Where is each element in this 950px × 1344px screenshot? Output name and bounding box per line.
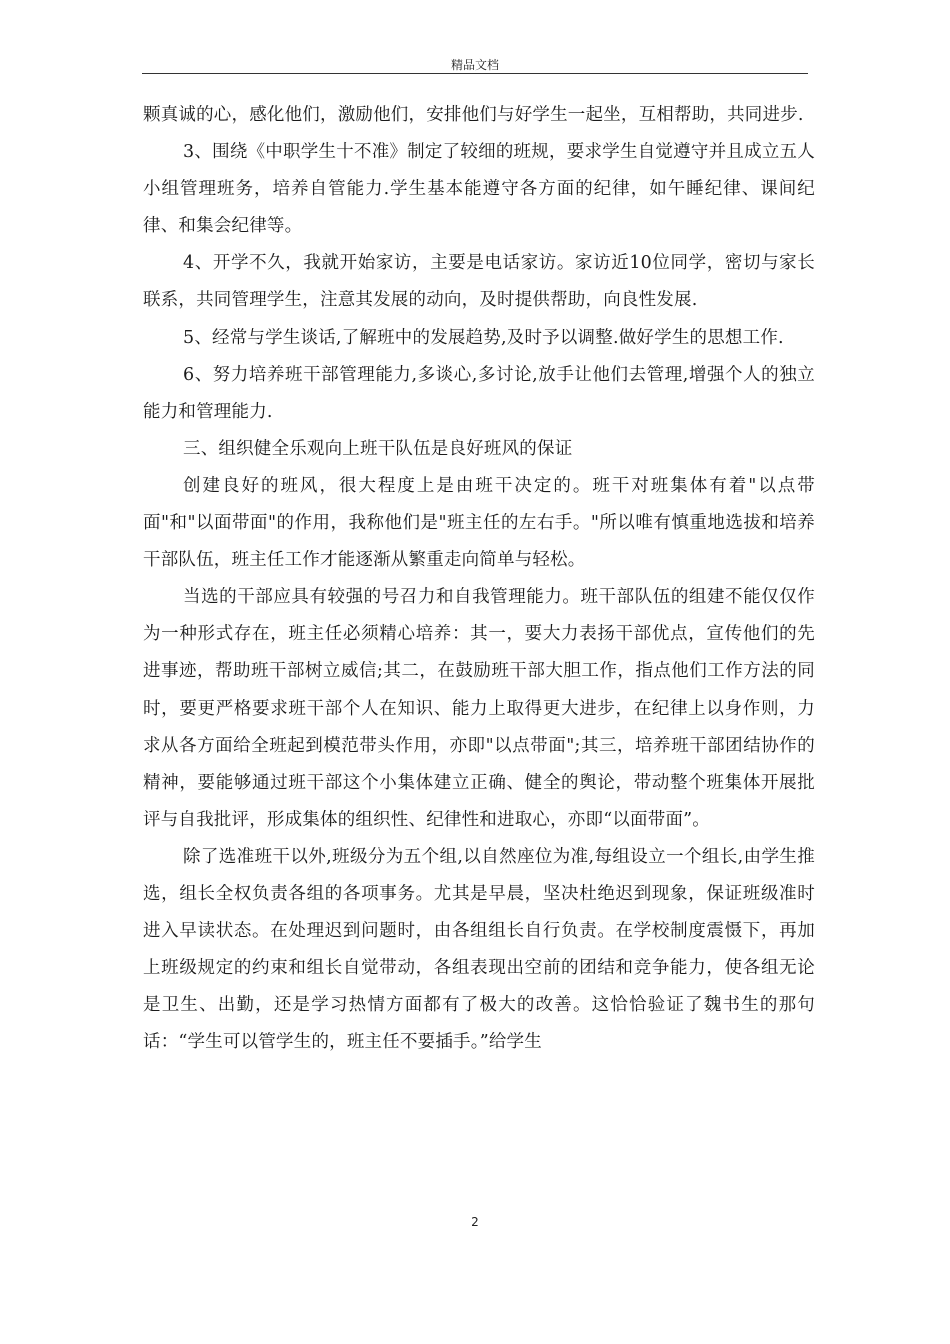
section-heading: 三、组织健全乐观向上班干队伍是良好班风的保证 bbox=[183, 438, 573, 459]
paragraph: 3、围绕《中职学生十不准》制定了较细的班规，要求学生自觉遵守并且成立五人小组管理班务，培养自管能力.学生基本能遵守各方面的纪律，如午睡纪律、课间纪律、和集会纪律等。 bbox=[143, 142, 815, 237]
paragraph: 创建良好的班风，很大程度上是由班干决定的。班干对班集体有着"以点带面"和"以面带面"的作用，我称他们是"班主任的左右手。"所以唯有慎重地选拔和培养干部队伍，班主任工作才能逐渐从繁重走向简单与轻松。 bbox=[143, 475, 815, 571]
paragraph: 当选的干部应具有较强的号召力和自我管理能力。班干部队伍的组建不能仅仅作为一种形式存在，班主任必须精心培养：其一，要大力表扬干部优点，宣传他们的先进事迹，帮助班干部树立威信;其二，在鼓励班干部大胆工作，指点他们工作方法的同时，要更严格要求班干部个人在知识、能力上取得更大进步，在纪律上以身作则，力求从各方面给全班起到模范带头作用，亦即"以点带面";其三，培养班干部团结协作的精神，要能够通过班干部这个小集体建立正确、健全的舆论，带动整个班集体开展批评与自我批评，形成集体的组织性、纪律性和进取心，亦即“以面带面”。 bbox=[143, 587, 815, 830]
document-body bbox=[143, 97, 815, 1061]
paragraph: 除了选准班干以外,班级分为五个组,以自然座位为准,每组设立一个组长,由学生推选，组长全权负责各组的各项事务。尤其是早晨，坚决杜绝迟到现象，保证班级准时进入早读状态。在处理迟到问题时，由各组组长自行负责。在学校制度震慑下，再加上班级规定的约束和组长自觉带动，各组表现出空前的团结和竞争能力，使各组无论是卫生、出勤，还是学习热情方面都有了极大的改善。这恰恰验证了魏书生的那句话：“学生可以管学生的，班主任不要插手。”给学生 bbox=[143, 846, 815, 1053]
page-number: 2 bbox=[471, 1215, 479, 1229]
paragraph: 4、开学不久，我就开始家访，主要是电话家访。家访近10位同学，密切与家长联系，共同管理学生，注意其发展的动向，及时提供帮助，向良性发展. bbox=[143, 253, 815, 311]
paragraph: 6、努力培养班干部管理能力,多谈心,多讨论,放手让他们去管理,增强个人的独立能力和管理能力. bbox=[143, 364, 815, 422]
paragraph: 颗真诚的心，感化他们，激励他们，安排他们与好学生一起坐，互相帮助，共同进步. bbox=[143, 105, 804, 125]
paragraph: 5、经常与学生谈话,了解班中的发展趋势,及时予以调整.做好学生的思想工作. bbox=[183, 327, 784, 348]
page-header: 精品文档 bbox=[450, 58, 499, 72]
header-divider bbox=[142, 73, 808, 74]
